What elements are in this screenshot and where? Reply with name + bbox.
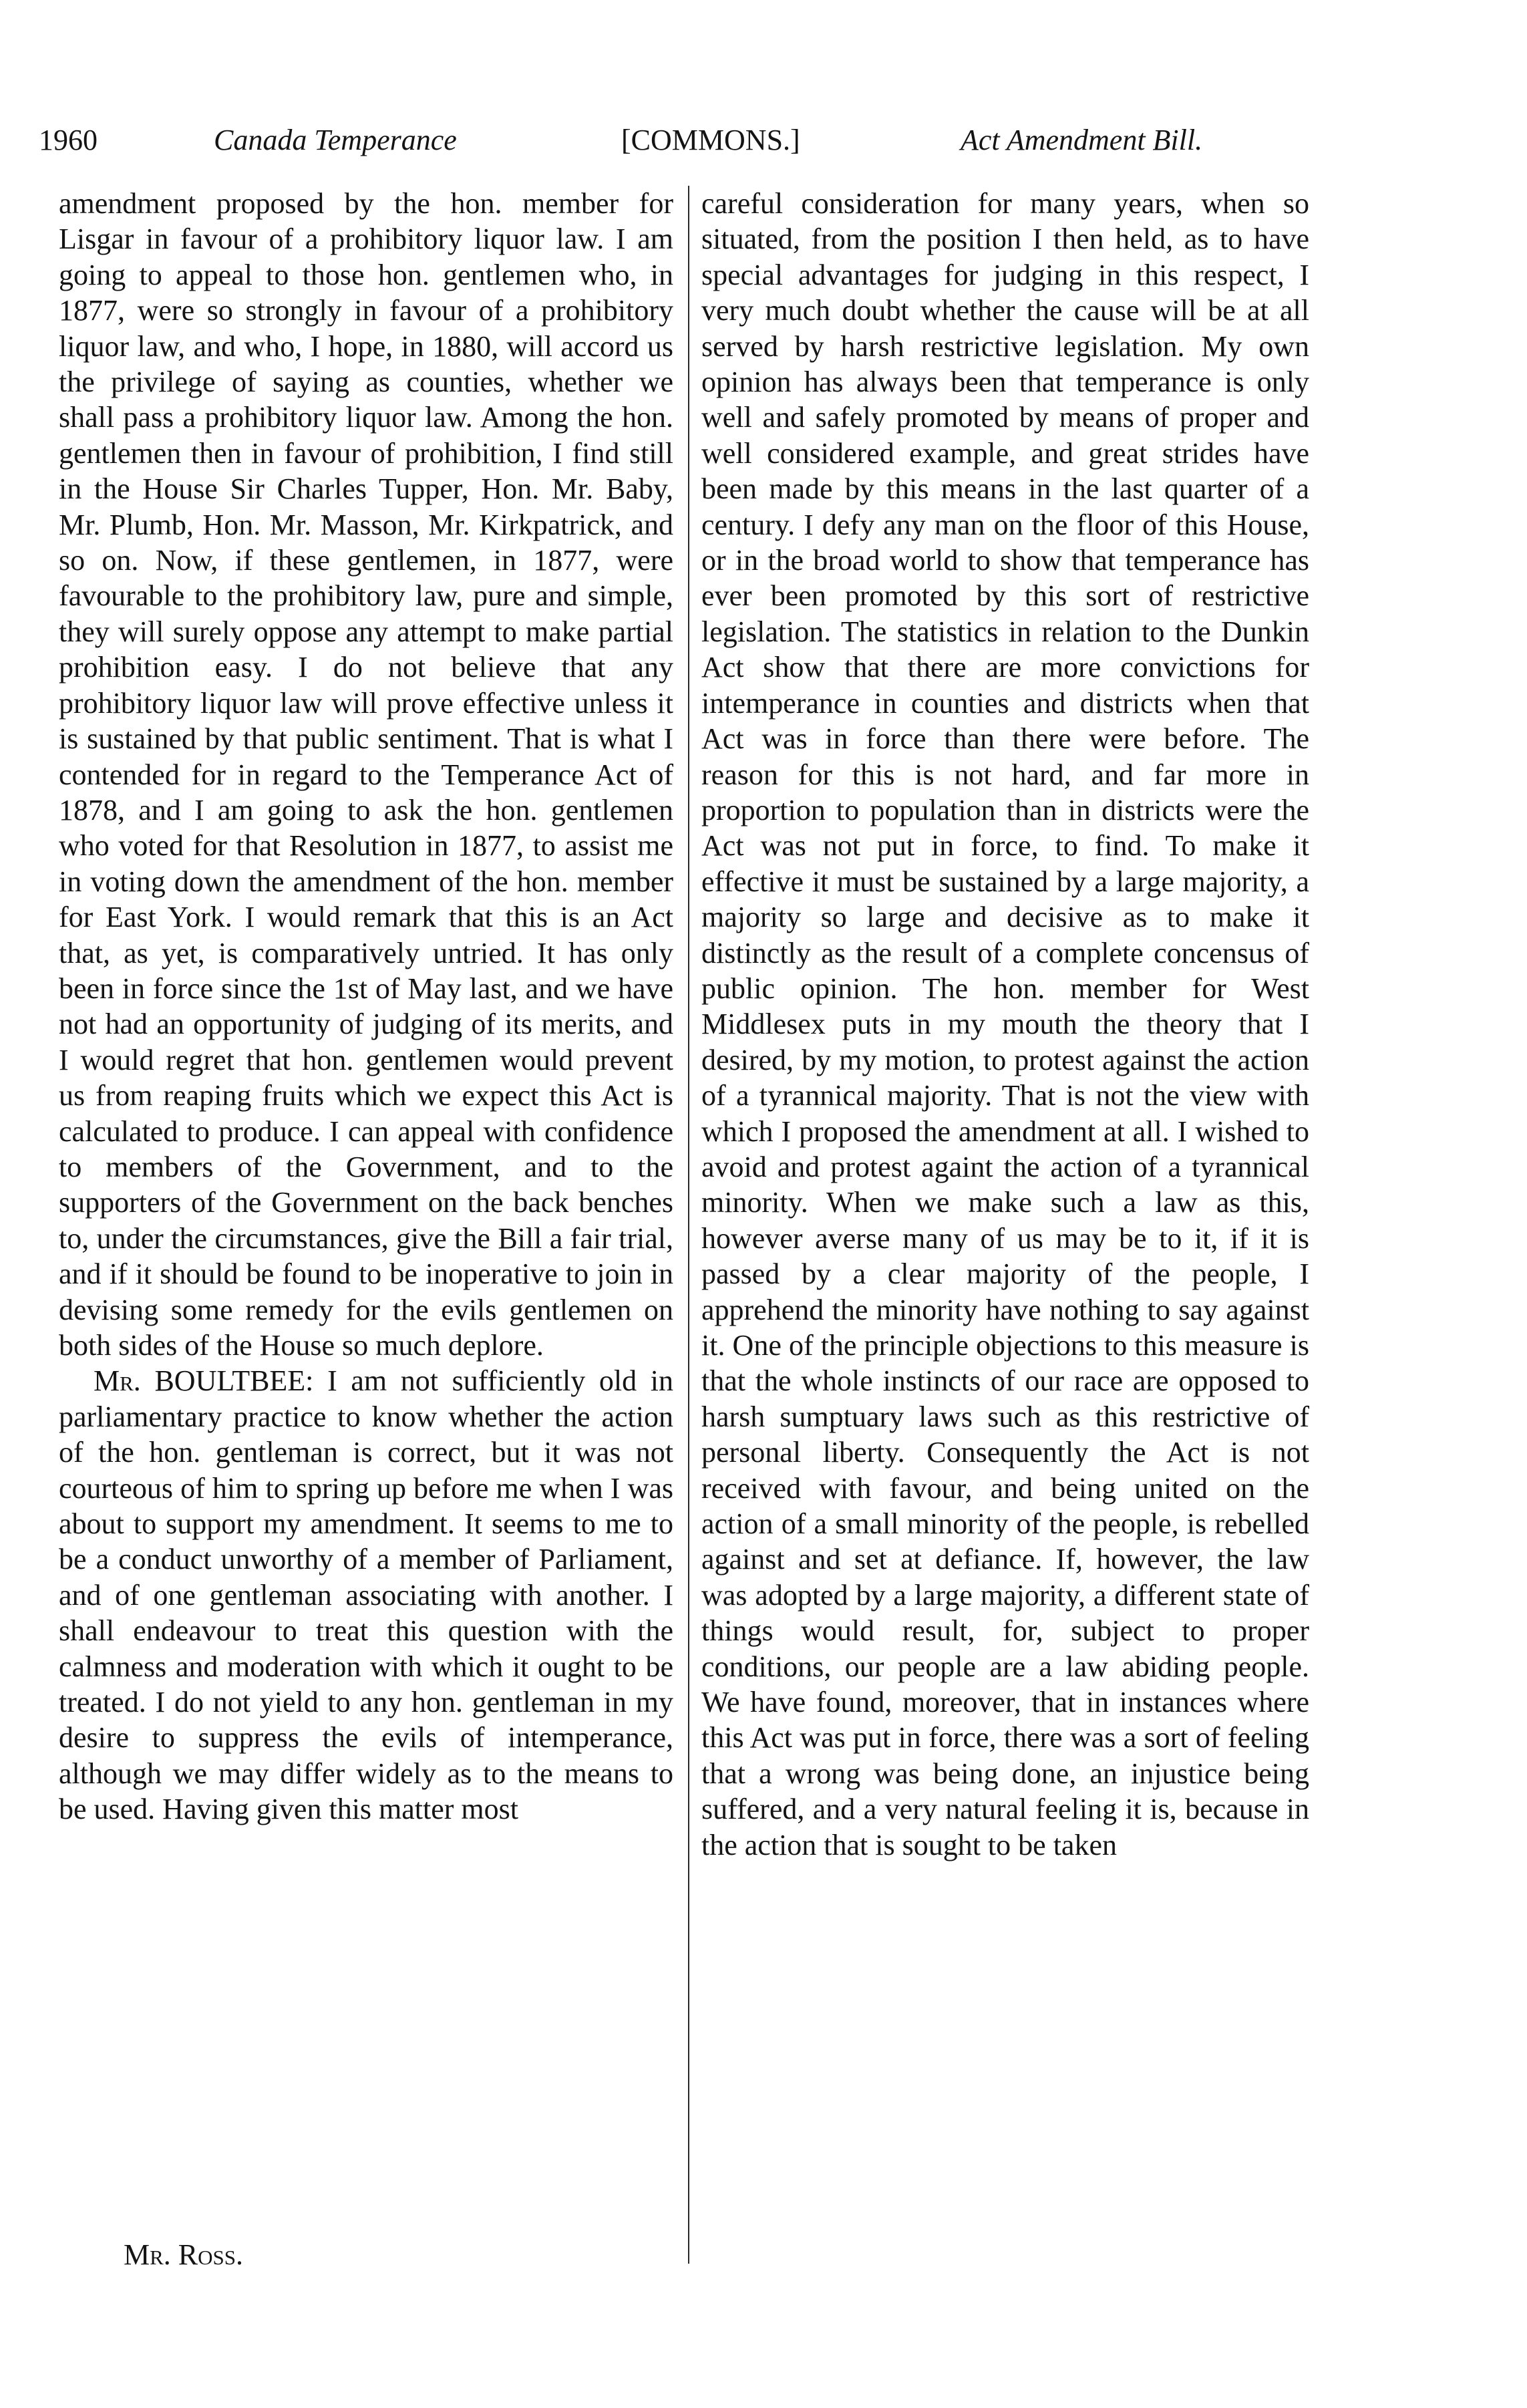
- running-title-right: Act Amendment Bill.: [961, 124, 1203, 156]
- speech-paragraph-continued: careful consideration for many years, when so situated, from the position I then held, as to have special advantages for judging in this respect, I very much doubt whether the cause will be at all served by harsh restrictive legislation. My own opinion has always been that temperance is only well and safely promoted by means of proper and well considered example, and great strides have been made by this means in the last quarter of a century. I defy any man on the floor of this House, or in the broad world to show that temperance has ever been promoted by this sort of restrictive legislation. The statistics in relation to the Dunkin Act show that there are more convictions for intemperance in counties and districts when that Act was in force than there were before. The reason for this is not hard, and far more in proportion to population than in districts were the Act was not put in force, to find. To make it effective it must be sustained by a large majority, a majority so large and decisive as to make it distinctly as the result of a complete concensus of public opinion. The hon. member for West Middlesex puts in my mouth the theory that I desired, by my motion, to protest against the action of a tyrannical majority. That is not the view with which I proposed the amendment at all. I wished to avoid and protest againt the action of a tyrannical minority. When we make such a law as this, however averse many of us may be to it, if it is passed by a clear majority of the people, I apprehend the minority have nothing to say against it. One of the principle objections to this measure is that the whole instincts of our race are opposed to harsh sumptuary laws such as this restrictive of personal liberty. Consequently the Act is not received with favour, and being united on the action of a small minority of the people, is rebelled against and set at defiance. If, however, the law was adopted by a large majority, a different state of things would result, for, subject to proper conditions, our people are a law abiding people. We have found, moreover, that in instances where this Act was put in force, there was a sort of feeling that a wrong was being done, an injustice being suffered, and a very natural feeling it is, because in the action that is sought to be taken: [701, 187, 1309, 1861]
- speech-paragraph: amendment proposed by the hon. member for Lisgar in favour of a prohibitory liquor law. I am going to appeal to those hon. gentlemen who, in 1877, were so strongly in favour of a prohibitory liquor law, and who, I hope, in 1880, will accord us the privilege of saying as counties, whether we shall pass a prohibitory liquor law. Among the hon. gentlemen then in favour of prohibition, I find still in the House Sir Charles Tupper, Hon. Mr. Baby, Mr. Plumb, Hon. Mr. Masson, Mr. Kirkpatrick, and so on. Now, if these gentlemen, in 1877, were favourable to the prohibitory law, pure and simple, they will surely oppose any attempt to make partial prohibition easy. I do not believe that any prohibitory liquor law will prove effective unless it is sustained by that public sentiment. That is what I contended for in regard to the Temperance Act of 1878, and I am going to ask the hon. gentlemen who voted for that Resolution in 1877, to assist me in voting down the amendment of the hon. member for East York. I would remark that this is an Act that, as yet, is comparatively untried. It has only been in force since the 1st of May last, and we have not had an opportunity of judging of its merits, and I would regret that hon. gentlemen would prevent us from reaping fruits which we expect this Act is calculated to produce. I can appeal with confidence to members of the Government, and to the supporters of the Government on the back benches to, under the circumstances, give the Bill a fair trial, and if it should be found to be inoperative to join in devising some remedy for the evils gentlemen on both sides of the House so much deplore.: [59, 187, 673, 1362]
- speaker-name: Mr. BOULTBEE:: [94, 1364, 314, 1398]
- column-divider: [688, 186, 689, 2264]
- speech-paragraph-boultbee: [59, 1363, 673, 1827]
- running-title-left: Canada Temperance: [214, 124, 457, 156]
- left-column: [59, 186, 673, 1827]
- page-number: 1960: [39, 124, 98, 156]
- speech-text: I am not sufficiently old in parliamentary practice to know whether the action of the hon. gentleman is correct, but it was not courteous of him to spring up before me when I was about to support my amendment. It seems to me to be a conduct unworthy of a member of Parliament, and of one gentleman associating with another. I shall endeavour to treat this question with the calmness and moderation with which it ought to be treated. I do not yield to any hon. gentleman in my desire to suppress the evils of intemperance, although we may differ widely as to the means to be used. Having given this matter most: [59, 1364, 674, 1826]
- right-column: [701, 186, 1309, 1863]
- catchword: Mr. Ross.: [124, 2238, 244, 2271]
- page-header: [39, 114, 1308, 167]
- chamber-label: [COMMONS.]: [621, 124, 800, 156]
